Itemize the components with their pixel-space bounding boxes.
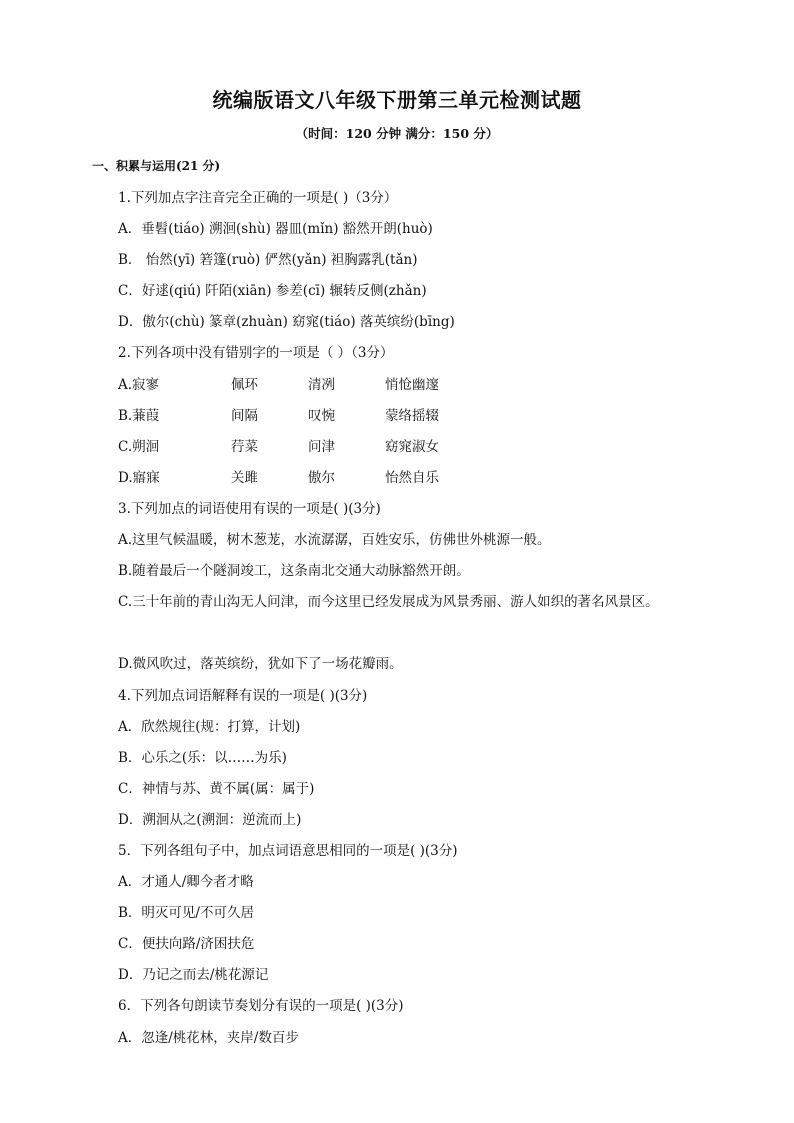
question-2-stem: 2.下列各项中没有错别字的一项是（ ）（3分）: [118, 345, 394, 362]
word: 傲尔: [308, 469, 335, 486]
word: 悄怆幽邃: [385, 376, 439, 393]
word: 叹惋: [308, 407, 335, 424]
question-5-option-b: B．明灭可见/不可久居: [118, 905, 254, 922]
word: D.寤寐: [118, 469, 160, 486]
question-1-option-b: B． 怡然(yī) 箬篷(ruò) 俨然(yǎn) 袒胸露乳(tǎn): [118, 252, 418, 269]
question-2-option-a: [118, 370, 718, 401]
word: 关雎: [231, 469, 258, 486]
question-1-stem: 1.下列加点字注音完全正确的一项是( )（3分）: [118, 190, 398, 206]
question-4-stem: 4.下列加点词语解释有误的一项是( )(3分): [118, 687, 368, 704]
question-6-option-a: A．忽逢/桃花林，夹岸/数百步: [118, 1029, 299, 1046]
question-6-stem: 6．下列各句朗读节奏划分有误的一项是( )(3分): [118, 998, 404, 1015]
page-title: 统编版语文八年级下册第三单元检测试题: [212, 88, 582, 112]
word: 荇菜: [231, 438, 258, 455]
question-3-option-a: A.这里气候温暖，树木葱茏，水流潺潺，百姓安乐，仿佛世外桃源一般。: [118, 532, 551, 549]
word: B.蒹葭: [118, 407, 160, 424]
word: 间隔: [231, 407, 258, 424]
word: 问津: [308, 438, 335, 455]
word: 清冽: [308, 376, 335, 393]
question-4-option-a: A．欣然规往(规：打算，计划): [118, 718, 301, 735]
question-3-option-b: B.随着最后一个隧洞竣工，这条南北交通大动脉豁然开朗。: [118, 563, 470, 580]
question-1-option-c: C．好逑(qiú) 阡陌(xiān) 参差(cī) 辗转反侧(zhǎn): [118, 283, 427, 300]
word: A.寂寥: [118, 376, 160, 393]
word: 蒙络摇辍: [385, 407, 439, 424]
word: 怡然自乐: [385, 469, 439, 486]
question-3-option-c: C.三十年前的青山沟无人问津，而今这里已经发展成为风景秀丽、游人如织的著名风景区。: [118, 594, 659, 611]
question-4-option-c: C．神情与苏、黄不属(属：属于): [118, 780, 315, 797]
word: 佩环: [231, 376, 258, 393]
question-2-option-b: [118, 401, 718, 432]
word: 窈窕淑女: [385, 438, 439, 455]
question-3-stem: 3.下列加点的词语使用有误的一项是( )(3分): [118, 500, 381, 517]
question-1-option-d: D．傲尔(chù) 篆章(zhuàn) 窈窕(tiáo) 落英缤纷(bīng): [118, 314, 455, 331]
question-5-option-d: D．乃记之而去/桃花源记: [118, 967, 269, 984]
question-5-option-a: A．才通人/卿今者才略: [118, 874, 254, 891]
question-1-option-a: A．垂髫(tiáo) 溯洄(shù) 器皿(mǐn) 豁然开朗(huò): [118, 221, 433, 238]
word: C.朔洄: [118, 438, 160, 455]
question-4-option-d: D．溯洄从之(溯洄：逆流而上): [118, 811, 302, 828]
question-5-option-c: C．便扶向路/济困扶危: [118, 936, 255, 953]
question-2-option-d: [118, 463, 718, 494]
question-4-option-b: B．心乐之(乐：以……为乐): [118, 749, 287, 766]
exam-time-score: （时间：120 分钟 满分：150 分）: [295, 126, 499, 141]
question-5-stem: 5．下列各组句子中，加点词语意思相同的一项是( )(3分): [118, 842, 458, 859]
question-3-option-d: D.微风吹过，落英缤纷，犹如下了一场花瓣雨。: [118, 656, 403, 673]
question-list: [118, 183, 718, 1054]
question-2-option-c: [118, 432, 718, 463]
section-heading: 一、积累与运用(21 分): [92, 159, 221, 173]
